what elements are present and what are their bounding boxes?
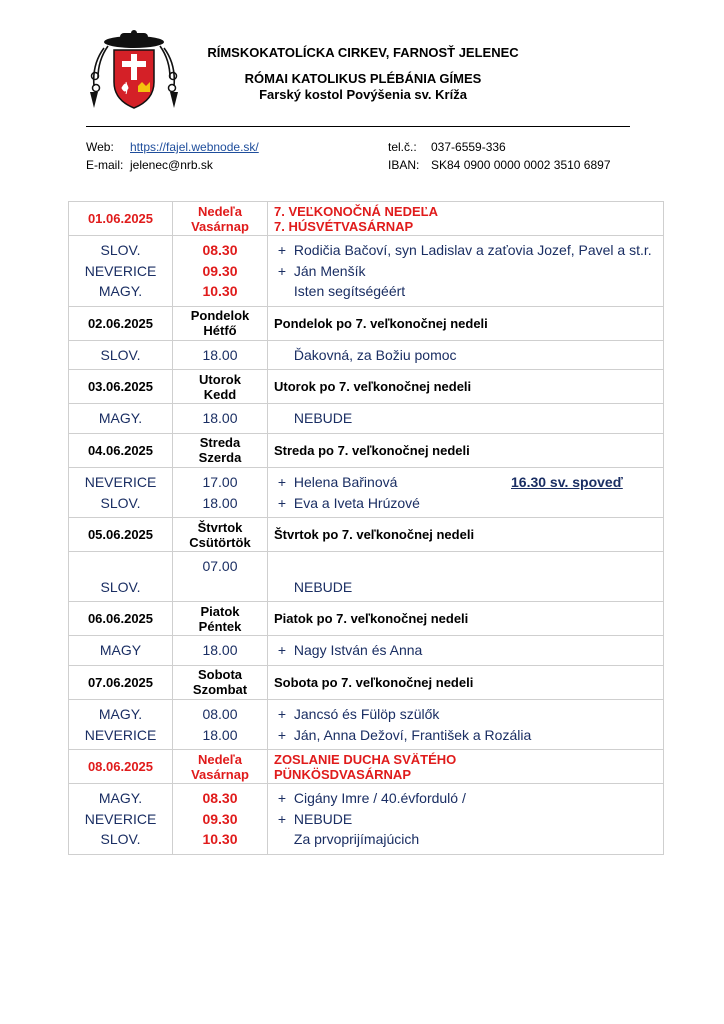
day-name-hu: Kedd (203, 386, 237, 402)
mass-intention-line (268, 261, 663, 282)
mass-place: SLOV. (100, 242, 141, 258)
tel-label: tel.č.: (388, 140, 417, 154)
mass-time: 10.30 (202, 831, 238, 848)
mass-times (173, 340, 268, 370)
day-header-row (69, 518, 664, 552)
header-divider (86, 126, 630, 127)
mass-intentions (268, 552, 664, 602)
mass-intention-line (268, 408, 663, 429)
mass-place: MAGY. (98, 705, 143, 722)
mass-place: NEVERICE (84, 473, 157, 490)
mass-row (69, 340, 664, 370)
mass-time: 10.30 (202, 283, 238, 300)
day-name-sk: Štvrtok (197, 519, 243, 535)
mass-intention-line (268, 788, 663, 809)
mass-time: 18.00 (202, 346, 238, 363)
mass-intention: Ján Menšík (293, 262, 366, 279)
day-name-sk: Utorok (199, 371, 241, 387)
day-title (268, 518, 664, 552)
mass-time: 18.00 (202, 410, 238, 427)
mass-intention-line (268, 493, 663, 514)
mass-places (69, 784, 173, 855)
cross-mark: + (277, 790, 287, 807)
mass-intention: Isten segítségéért (293, 283, 406, 300)
day-name-sk: Sobota (197, 667, 243, 683)
day-name-hu: Péntek (198, 618, 242, 634)
mass-intentions (268, 467, 664, 517)
day-header-row (69, 665, 664, 699)
day-title (268, 433, 664, 467)
mass-places (69, 467, 173, 517)
day-name (173, 433, 268, 467)
mass-place: SLOV. (100, 346, 141, 363)
cross-mark: + (277, 494, 287, 511)
day-title-line1: Piatok po 7. veľkonočnej nedeli (274, 611, 469, 627)
day-name-hu: Vasárnap (191, 218, 249, 234)
mass-intention-line (268, 556, 663, 577)
mass-row (69, 699, 664, 749)
day-header-row (69, 370, 664, 404)
cross-mark: + (277, 726, 287, 743)
mass-times (173, 404, 268, 434)
mass-places (69, 340, 173, 370)
mass-place: SLOV. (100, 831, 141, 848)
day-name-sk: Streda (199, 435, 241, 451)
day-name-hu: Csütörtök (189, 534, 251, 550)
iban-number: SK84 0900 0000 0002 3510 6897 (431, 158, 611, 172)
mass-time: 17.00 (202, 473, 238, 490)
mass-intentions (268, 404, 664, 434)
day-date: 01.06.2025 (69, 202, 173, 236)
mass-intentions (268, 784, 664, 855)
day-title-line1: ZOSLANIE DUCHA SVÄTÉHO (274, 751, 457, 767)
mass-intentions (268, 236, 664, 307)
day-name-sk: Nedeľa (197, 203, 243, 219)
mass-intentions (268, 340, 664, 370)
mass-place: NEVERICE (84, 726, 157, 743)
day-title-line1: Sobota po 7. veľkonočnej nedeli (274, 674, 474, 690)
mass-time: 18.00 (202, 642, 238, 659)
day-name (173, 202, 268, 236)
day-name (173, 602, 268, 636)
mass-place: SLOV. (100, 578, 141, 595)
mass-intention: Nagy István és Anna (293, 642, 423, 659)
mass-intention: Ján, Anna Dežoví, František a Rozália (293, 726, 532, 743)
web-link[interactable]: https://fajel.webnode.sk/ (130, 140, 259, 154)
day-name-sk: Piatok (200, 603, 240, 619)
mass-intentions (268, 699, 664, 749)
mass-row (69, 467, 664, 517)
mass-places (69, 636, 173, 666)
mass-intention-line (268, 704, 663, 725)
mass-intention: Jancsó és Fülöp szülők (293, 705, 440, 722)
day-date: 05.06.2025 (69, 518, 173, 552)
email-address: jelenec@nrb.sk (130, 158, 213, 172)
mass-times (173, 467, 268, 517)
day-name (173, 750, 268, 784)
mass-places (69, 236, 173, 307)
day-title (268, 665, 664, 699)
mass-time: 08.30 (202, 242, 238, 258)
mass-time: 07.00 (202, 558, 238, 575)
mass-row (69, 636, 664, 666)
mass-time (173, 577, 267, 598)
mass-time: 09.30 (202, 810, 238, 827)
mass-intention: Za prvoprijímajúcich (293, 831, 420, 848)
day-header-row (69, 433, 664, 467)
mass-intention-line (268, 829, 663, 850)
mass-intention: Ďakovná, za Božiu pomoc (293, 346, 457, 363)
mass-places (69, 552, 173, 602)
day-title-line2: 7. HÚSVÉTVASÁRNAP (274, 218, 414, 234)
mass-intention-line (268, 472, 663, 493)
day-name-hu: Vasárnap (191, 766, 249, 782)
parish-name-hu: RÓMAI KATOLIKUS PLÉBÁNIA GÍMES (244, 71, 482, 86)
mass-times (173, 784, 268, 855)
day-name-hu: Szerda (198, 450, 242, 466)
day-date: 04.06.2025 (69, 433, 173, 467)
web-label: Web: (86, 140, 114, 154)
church-name: Farský kostol Povýšenia sv. Kríža (259, 87, 467, 102)
mass-intention: Cigány Imre / 40.évforduló / (293, 790, 466, 807)
mass-row (69, 404, 664, 434)
iban-label: IBAN: (388, 158, 420, 172)
day-name (173, 370, 268, 404)
day-title-line2: PÜNKÖSDVASÁRNAP (274, 766, 411, 782)
mass-times (173, 236, 268, 307)
day-header-row (69, 306, 664, 340)
mass-row (69, 552, 664, 602)
day-title-line1: Štvrtok po 7. veľkonočnej nedeli (274, 527, 475, 543)
mass-times (173, 636, 268, 666)
mass-place: SLOV. (100, 494, 141, 511)
day-name (173, 306, 268, 340)
mass-intention-line (268, 281, 663, 302)
cross-mark: + (277, 242, 287, 258)
mass-intention: NEBUDE (293, 410, 353, 427)
mass-intention-line (268, 577, 663, 598)
day-title (268, 370, 664, 404)
mass-intention-line (268, 240, 663, 261)
cross-mark: + (277, 642, 287, 659)
mass-intention-line (268, 725, 663, 746)
parish-name-sk: RÍMSKOKATOLÍCKA CIRKEV, FARNOSŤ JELENEC (207, 45, 519, 60)
mass-schedule-table (68, 201, 664, 855)
day-title-line1: Streda po 7. veľkonočnej nedeli (274, 442, 470, 458)
day-name-hu: Hétfő (203, 323, 237, 339)
mass-intention-line (268, 640, 663, 661)
day-date: 07.06.2025 (69, 665, 173, 699)
mass-place: MAGY. (98, 283, 143, 300)
day-title (268, 750, 664, 784)
mass-intention: NEBUDE (293, 578, 353, 595)
mass-times (173, 699, 268, 749)
day-title (268, 202, 664, 236)
mass-places (69, 404, 173, 434)
day-title-line1: 7. VEĽKONOČNÁ NEDEĽA (274, 203, 438, 219)
day-header-row (69, 602, 664, 636)
confession-note: 16.30 sv. spoveď (511, 473, 623, 490)
day-name-sk: Nedeľa (197, 751, 243, 767)
day-date: 03.06.2025 (69, 370, 173, 404)
mass-places (69, 699, 173, 749)
cross-mark: + (277, 262, 287, 279)
mass-time: 08.00 (202, 705, 238, 722)
day-name (173, 665, 268, 699)
cross-mark: + (277, 705, 287, 722)
tel-number: 037-6559-336 (431, 140, 506, 154)
day-header-row (69, 750, 664, 784)
parish-crest-logo (84, 30, 184, 112)
day-header-row (69, 202, 664, 236)
mass-place: MAGY. (98, 410, 143, 427)
day-date: 02.06.2025 (69, 306, 173, 340)
mass-intention: Eva a Iveta Hrúzové (293, 494, 420, 511)
mass-place: MAGY (99, 642, 142, 659)
mass-intention: Rodičia Bačoví, syn Ladislav a zaťovia Jozef, Pavel a st.r. (293, 242, 652, 258)
day-title (268, 602, 664, 636)
mass-intention-line (268, 809, 663, 830)
cross-mark: + (277, 810, 287, 827)
mass-place: MAGY. (98, 790, 143, 807)
mass-time: 18.00 (202, 726, 238, 743)
mass-place (69, 556, 172, 577)
mass-row (69, 236, 664, 307)
cross-mark: + (277, 473, 287, 490)
day-date: 06.06.2025 (69, 602, 173, 636)
mass-times (173, 552, 268, 602)
email-label: E-mail: (86, 158, 124, 172)
mass-row (69, 784, 664, 855)
day-name-sk: Pondelok (190, 308, 250, 324)
day-name (173, 518, 268, 552)
day-title-line1: Pondelok po 7. veľkonočnej nedeli (274, 315, 488, 331)
mass-place: NEVERICE (84, 262, 157, 279)
mass-time: 08.30 (202, 790, 238, 807)
day-date: 08.06.2025 (69, 750, 173, 784)
day-title (268, 306, 664, 340)
mass-intentions (268, 636, 664, 666)
mass-time: 09.30 (202, 262, 238, 279)
day-name-hu: Szombat (192, 682, 248, 698)
mass-intention: NEBUDE (293, 810, 353, 827)
day-title-line1: Utorok po 7. veľkonočnej nedeli (274, 379, 472, 395)
mass-intention: Helena Bařinová (293, 473, 398, 490)
mass-intention-line (268, 345, 663, 366)
mass-place: NEVERICE (84, 810, 157, 827)
mass-time: 18.00 (202, 494, 238, 511)
